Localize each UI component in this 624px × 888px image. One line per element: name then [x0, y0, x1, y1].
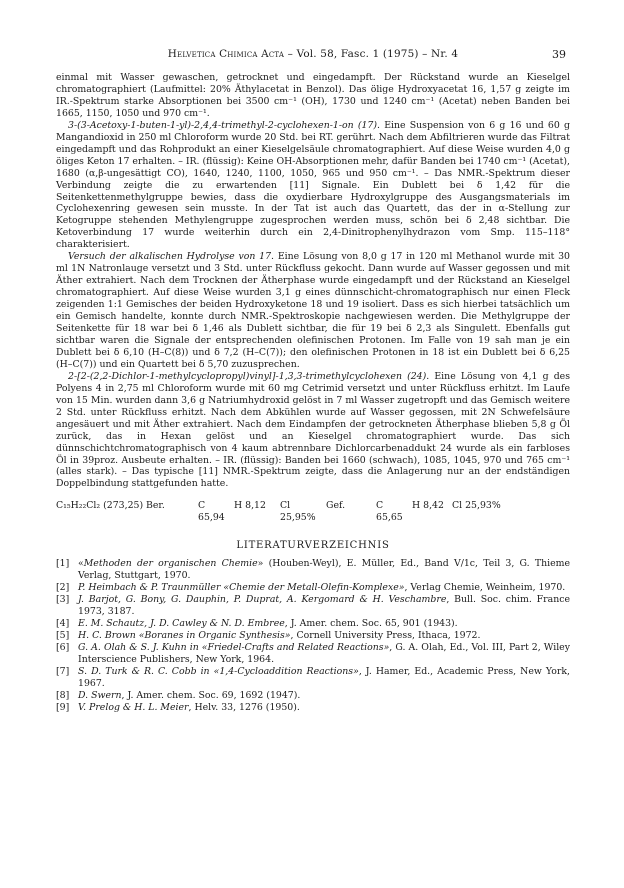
- calculated-label: Ber.: [146, 500, 165, 512]
- found-carbon: C 65,65: [376, 500, 403, 524]
- reference-item: [56, 702, 570, 714]
- reference-text: E. M. Schautz, J. D. Cawley & N. D. Embree, J. Amer. chem. Soc. 65, 901 (1943).: [78, 617, 458, 629]
- reference-italic: P. Heimbach & P. Traunmüller «Chemie der Metall-Olefin-Komplexe»: [78, 582, 405, 594]
- molecular-formula: C₁₅H₂₂Cl₂ (273,25): [56, 500, 144, 512]
- paragraph-hydrolysis-text: Eine Lösung von 8,0 g 17 in 120 ml Methanol wurde mit 30 ml 1N Natronlauge versetzt und 3 Std. unter Rückfluss gekocht. Dann wurde auf Wasser gegossen und mit Äther extrahiert. Nach dem Trocknen der Ätherphase wurde eingedampft und der Rückstand an Kieselgel chromatographiert. Auf diese Weise wurden 3,1 g eines dünnschicht-chromatographisch nur einen Fleck zeigenden 1:1 Gemisches der beiden Hydroxyketone 18 und 19 isoliert. Dass es sich hierbei tatsächlich um ein Gemisch handelte, konnte durch NMR.-Spektroskopie nachgewiesen werden. Die Methylgruppe der Seitenkette für 18 war bei δ 1,46 als Dublett sichtbar, die für 19 bei δ 2,3 als Singulett. Ebenfalls gut sichtbar waren die Signale der entsprechenden olefinischen Protonen. Im Falle von 19 sah man je ein Dublett bei δ 6,10 (H–C(8)) und δ 7,2 (H–C(7)); den olefinischen Protonen in 18 ist ein Dublett bei δ 6,25 (H–C(7)) und ein Quartett bei δ 5,70 zuzusprechen.: [56, 251, 571, 370]
- reference-text: J. Barjot, G. Bony, G. Dauphin, P. Duprat, A. Kergomard & H. Veschambre, Bull. Soc. chim. France 1973, 3187.: [78, 594, 570, 618]
- reference-text: D. Swern, J. Amer. chem. Soc. 69, 1692 (1947).: [78, 689, 301, 701]
- found-chlorine: Cl 25,93%: [452, 500, 501, 512]
- reference-number: [2]: [56, 582, 70, 594]
- paragraph-ketone-17: [56, 120, 570, 251]
- paragraph-dichloro-24: [56, 371, 570, 491]
- reference-text: V. Prelog & H. L. Meier, Helv. 33, 1276 (1950).: [78, 701, 300, 713]
- compound-heading-24: 2-[2-(2,2-Dichlor-1-methylcyclopropyl)vinyl]-1,3,3-trimethylcyclohexen (24).: [68, 370, 430, 382]
- reference-number: [6]: [56, 641, 70, 653]
- compound-heading-17: 3-(3-Acetoxy-1-buten-1-yl)-2,4,4-trimethyl-2-cyclohexen-1-on (17).: [68, 119, 380, 131]
- paragraph-hydrolysis: [56, 251, 570, 371]
- paragraph-ketone-17-text: Eine Suspension von 6 g 16 und 60 g Mangandioxid in 250 ml Chloroform wurde 20 Std. bei RT. gerührt. Nach dem Abfiltrieren wurde das Filtrat eingedampft und das Rohprodukt an einer Kieselgelsäule chromatographiert. Auf diese Weise wurden 4,0 g öliges Keton 17 erhalten. – IR. (flüssig): Keine OH-Absorptionen mehr, dafür Banden bei 1740 cm⁻¹ (Acetat), 1680 (α,β-ungesättigt CO), 1640, 1240, 1100, 1050, 965 und 950 cm⁻¹. – Das NMR.-Spektrum dieser Verbindung zeigte die zu erwartenden [11] Signale. Ein Dublett bei δ 1,42 für die Seitenkettenmethylgruppe bewies, dass die oxydierbare Hydroxylgruppe des Ausgangsmaterials im Cyclohexenring gewesen sein musste. In der Tat ist auch das Quartett, das der in α-Stellung zur Ketogruppe stehenden Methylengruppe zugesprochen werden muss, schön bei δ 2,48 sichtbar. Die Ketoverbindung 17 wurde weiterhin durch ein 2,4-Dinitrophenylhydrazon vom Smp. 115–118° charakterisiert.: [56, 119, 570, 251]
- reference-number: [5]: [56, 629, 70, 641]
- reference-item: [56, 666, 570, 690]
- reference-text: «Methoden der organischen Chemie» (Houben-Weyl), E. Müller, Ed., Band V/1c, Teil 3, G. Thieme Verlag, Stuttgart, 1970.: [78, 558, 570, 582]
- article-body: [56, 72, 570, 714]
- reference-number: [7]: [56, 665, 70, 677]
- calculated-hydrogen: H 8,12: [234, 500, 266, 512]
- reference-item: [56, 594, 570, 618]
- journal-name: Helvetica Chimica Acta: [167, 48, 285, 60]
- references-heading: LITERATURVERZEICHNIS: [236, 540, 390, 552]
- reference-list: [56, 558, 570, 713]
- reference-italic: Methoden der organischen Chemie: [83, 558, 258, 570]
- reference-text: S. D. Turk & R. C. Cobb in «1,4-Cycloaddition Reactions», J. Hamer, Ed., Academic Press, New York, 1967.: [78, 665, 570, 689]
- reference-item: [56, 642, 570, 666]
- reference-number: [4]: [56, 617, 70, 629]
- reference-number: [9]: [56, 701, 70, 713]
- elemental-analysis: [56, 500, 570, 524]
- reference-item: [56, 630, 570, 642]
- experiment-heading-hydrolysis: Versuch der alkalischen Hydrolyse von 17.: [68, 251, 275, 263]
- reference-item: [56, 558, 570, 582]
- reference-number: [8]: [56, 689, 70, 701]
- page-number: 39: [552, 48, 566, 61]
- reference-italic: S. D. Turk & R. C. Cobb in «1,4-Cycloaddition Reactions»: [78, 665, 359, 677]
- reference-italic: J. Barjot, G. Bony, G. Dauphin, P. Duprat, A. Kergomard & H. Veschambre: [78, 594, 447, 606]
- reference-item: [56, 618, 570, 630]
- calculated-carbon: C 65,94: [198, 500, 225, 524]
- reference-italic: V. Prelog & H. L. Meier: [78, 701, 189, 713]
- found-hydrogen: H 8,42: [412, 500, 444, 512]
- reference-item: [56, 582, 570, 594]
- reference-italic: D. Swern: [78, 689, 122, 701]
- paragraph-dichloro-24-text: Eine Lösung von 4,1 g des Polyens 4 in 2,75 ml Chloroform wurde mit 60 mg Cetrimid versetzt und unter Rückfluss erhitzt. Im Laufe von 15 Min. wurden dann 3,6 g Natriumhydroxid gelöst in 7 ml Wasser zugetropft und das Gemisch weitere 2 Std. unter Rückfluss erhitzt. Nach dem Abkühlen wurde auf Wasser gegossen, mit 2N Schwefelsäure angesäuert und mit Äther extrahiert. Nach dem Eindampfen der getrockneten Ätherphase blieben 5,8 g Öl zurück, das in Hexan gelöst und an Kieselgel chromatographiert wurde. Das sich dünnschichtchromatographisch von 4 kaum abtrennbare Dichlorcarbenaddukt 24 wurde als ein farbloses Öl in 39proz. Ausbeute erhalten. – IR. (flüssig): Banden bei 1660 (schwach), 1085, 1045, 970 und 765 cm⁻¹ (alles stark). – Das typische [11] NMR.-Spektrum zeigte, dass die Anlagerung nur an der endständigen Doppelbindung stattgefunden hatte.: [56, 370, 570, 490]
- reference-number: [3]: [56, 594, 70, 606]
- reference-item: [56, 690, 570, 702]
- calculated-chlorine: Cl 25,95%: [280, 500, 316, 524]
- reference-italic: H. C. Brown «Boranes in Organic Synthesis»: [78, 629, 291, 641]
- reference-number: [1]: [56, 558, 70, 570]
- reference-text: H. C. Brown «Boranes in Organic Synthesis», Cornell University Press, Ithaca, 1972.: [78, 629, 481, 641]
- reference-italic: E. M. Schautz, J. D. Cawley & N. D. Embree: [78, 617, 285, 629]
- reference-text: G. A. Olah & S. J. Kuhn in «Friedel-Crafts and Related Reactions», G. A. Olah, Ed., Vol. III, Part 2, Wiley Interscience Publishers, New York, 1964.: [78, 641, 570, 665]
- issue-citation: – Vol. 58, Fasc. 1 (1975) – Nr. 4: [284, 48, 459, 60]
- header-title: [56, 48, 570, 60]
- paragraph-hydroxyacetate: einmal mit Wasser gewaschen, getrocknet und eingedampft. Der Rückstand wurde an Kieselgel chromatographiert (Laufmittel: 20% Äthylacetat in Benzol). Das ölige Hydroxyacetat 16, 1,57 g zeigte im IR.-Spektrum starke Absorptionen bei 3500 cm⁻¹ (OH), 1730 und 1240 cm⁻¹ (Acetat) neben Banden bei 1665, 1150, 1050 und 970 cm⁻¹.: [56, 72, 570, 119]
- running-header: [56, 48, 570, 62]
- found-label: Gef.: [326, 500, 346, 512]
- reference-text: P. Heimbach & P. Traunmüller «Chemie der Metall-Olefin-Komplexe», Verlag Chemie, Weinheim, 1970.: [78, 582, 566, 594]
- reference-italic: G. A. Olah & S. J. Kuhn in «Friedel-Crafts and Related Reactions»: [78, 641, 390, 653]
